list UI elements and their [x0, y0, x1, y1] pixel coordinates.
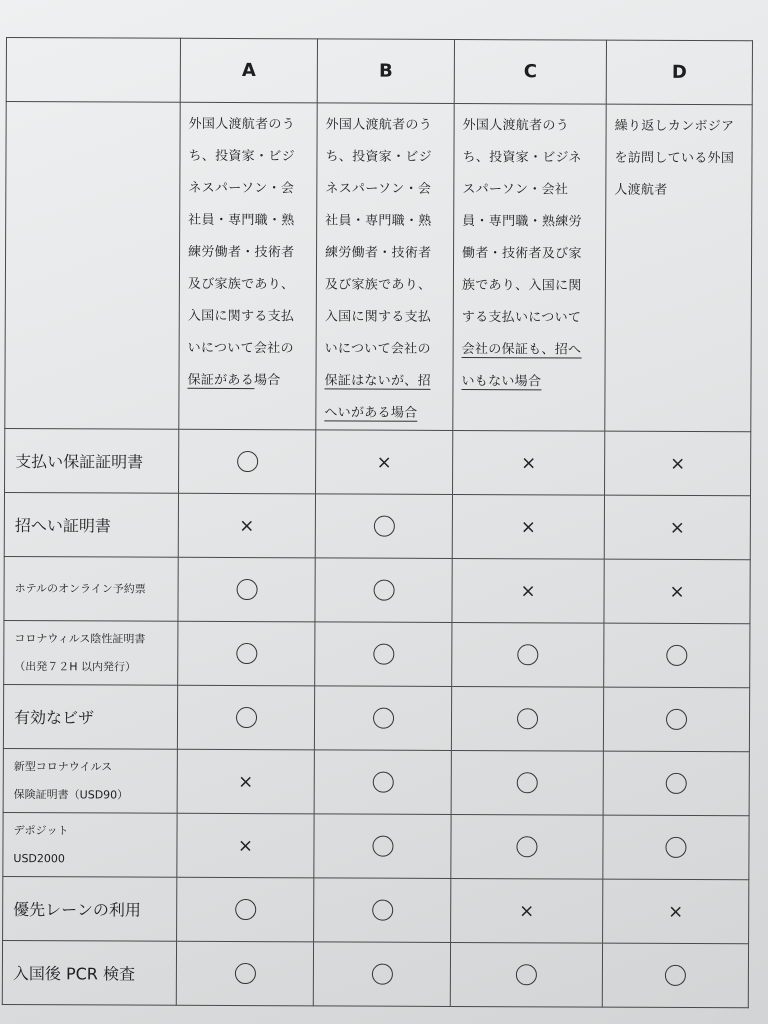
circle-mark	[665, 965, 686, 986]
circle-mark	[373, 580, 394, 601]
column-header-b: B	[317, 39, 454, 104]
description-a: 外国人渡航者のう ち、投資家・ビジ ネスパーソン・会 社員・専門職・熟 練労働者・技術者 及び家族であり、 入国に関する支払 いについて会社の 保証がある場合	[187, 116, 296, 389]
mark-cell	[176, 941, 313, 1006]
table-row	[3, 684, 749, 751]
mark-cell	[602, 943, 748, 1008]
mark-cell	[314, 878, 451, 943]
corner-cell	[6, 38, 180, 103]
description-b: 外国人渡航者のう ち、投資家・ビジ ネスパーソン・会 社員・専門職・熟 練労働者・技術者 及び家族であり、 入国に関する支払 いについて会社の 保証はないが、招 へいがある場合	[324, 117, 433, 421]
circle-mark	[516, 836, 537, 857]
circle-mark	[666, 709, 687, 730]
cross-mark: ×	[520, 580, 536, 602]
circle-mark	[665, 837, 686, 858]
circle-mark	[235, 707, 256, 728]
mark-cell	[315, 494, 452, 559]
circle-mark	[234, 963, 255, 984]
circle-mark	[372, 708, 393, 729]
row-label-cell	[3, 684, 177, 749]
mark-cell	[452, 558, 604, 623]
table-row	[4, 556, 750, 623]
mark-cell	[451, 878, 603, 943]
cross-mark: ×	[521, 452, 537, 474]
mark-cell	[178, 557, 315, 622]
mark-cell	[177, 813, 314, 878]
row-label-cell	[3, 812, 177, 877]
cross-mark: ×	[237, 835, 254, 857]
table-row	[5, 428, 751, 495]
mark-cell	[450, 942, 602, 1007]
mark-cell	[604, 559, 750, 624]
table-row	[3, 876, 749, 943]
circle-mark	[235, 899, 256, 920]
mark-cell	[452, 494, 604, 559]
circle-mark	[372, 772, 393, 793]
row-label-cell	[3, 876, 177, 941]
cross-mark: ×	[670, 453, 686, 475]
circle-mark	[517, 772, 538, 793]
circle-mark	[517, 644, 538, 665]
row-label: コロナウィルス陰性証明書 （出発７２H 以内発行）	[14, 631, 146, 674]
mark-cell	[451, 686, 603, 751]
circle-mark	[517, 708, 538, 729]
cross-mark: ×	[238, 771, 254, 793]
row-label: 優先レーンの利用	[13, 900, 141, 920]
requirements-table	[2, 37, 753, 1008]
mark-cell	[178, 621, 315, 686]
circle-mark	[516, 964, 537, 985]
cross-mark: ×	[668, 901, 684, 923]
mark-cell	[179, 429, 316, 494]
row-label-cell	[4, 492, 178, 557]
mark-cell	[451, 814, 603, 879]
circle-mark	[373, 516, 394, 537]
circle-mark	[372, 900, 393, 921]
header-row	[6, 38, 752, 105]
circle-mark	[666, 645, 687, 666]
row-label: 入国後 PCR 検査	[12, 964, 136, 984]
column-header-a: A	[180, 38, 317, 103]
mark-cell	[453, 430, 605, 495]
cross-mark: ×	[239, 515, 255, 537]
mark-cell	[603, 751, 749, 816]
mark-cell	[603, 815, 749, 880]
description-d: 繰り返しカンボジア を訪問している外国 人渡航者	[614, 118, 735, 198]
mark-cell	[603, 879, 749, 944]
mark-cell	[451, 750, 603, 815]
circle-mark	[666, 773, 687, 794]
mark-cell	[177, 877, 314, 942]
row-label-cell	[2, 940, 176, 1005]
description-c: 外国人渡航者のう ち、投資家・ビジネ スパーソン・会社 員・専門職・熟練労 働者・技術者及び家 族であり、入国に関 する支払いについて 会社の保証も、招へ いもない場合	[461, 117, 582, 390]
table-row	[3, 812, 749, 879]
cross-mark: ×	[519, 900, 535, 922]
row-label-cell	[4, 620, 178, 685]
mark-cell	[314, 750, 451, 815]
description-label-cell	[5, 102, 180, 430]
cross-mark: ×	[376, 451, 392, 473]
mark-cell	[314, 686, 451, 751]
circle-mark	[237, 451, 258, 472]
row-label: デポジット USD2000	[13, 823, 69, 865]
circle-mark	[371, 964, 392, 985]
row-label: 招へい証明書	[14, 516, 111, 536]
description-row	[5, 102, 752, 432]
mark-cell	[315, 558, 452, 623]
circle-mark	[236, 579, 257, 600]
mark-cell	[316, 430, 453, 495]
row-label: 支払い保証証明書	[15, 452, 144, 472]
cross-mark: ×	[669, 517, 685, 539]
row-label-cell	[3, 748, 177, 813]
mark-cell	[605, 431, 751, 496]
table-row	[4, 620, 750, 687]
mark-cell	[313, 942, 450, 1007]
requirement-rows	[2, 428, 751, 1007]
mark-cell	[177, 749, 314, 814]
column-header-d: D	[606, 40, 752, 105]
mark-cell	[315, 622, 452, 687]
mark-cell	[604, 495, 750, 560]
row-label: 新型コロナウイルス 保険証明書（USD90）	[13, 759, 129, 802]
cross-mark: ×	[520, 516, 536, 538]
column-header-c: C	[454, 39, 606, 104]
row-label: 有効なビザ	[13, 708, 95, 728]
circle-mark	[373, 644, 394, 665]
mark-cell	[604, 623, 750, 688]
table-row	[4, 492, 750, 559]
mark-cell	[178, 493, 315, 558]
row-label-cell	[4, 556, 178, 621]
row-label-cell	[5, 428, 179, 493]
mark-cell	[177, 685, 314, 750]
circle-mark	[372, 836, 393, 857]
table-row	[3, 748, 749, 815]
circle-mark	[236, 643, 257, 664]
mark-cell	[314, 814, 451, 879]
mark-cell	[452, 622, 604, 687]
mark-cell	[603, 687, 749, 752]
cross-mark: ×	[669, 581, 685, 603]
row-label: ホテルのオンライン予約票	[14, 581, 146, 596]
table-row	[2, 940, 748, 1007]
